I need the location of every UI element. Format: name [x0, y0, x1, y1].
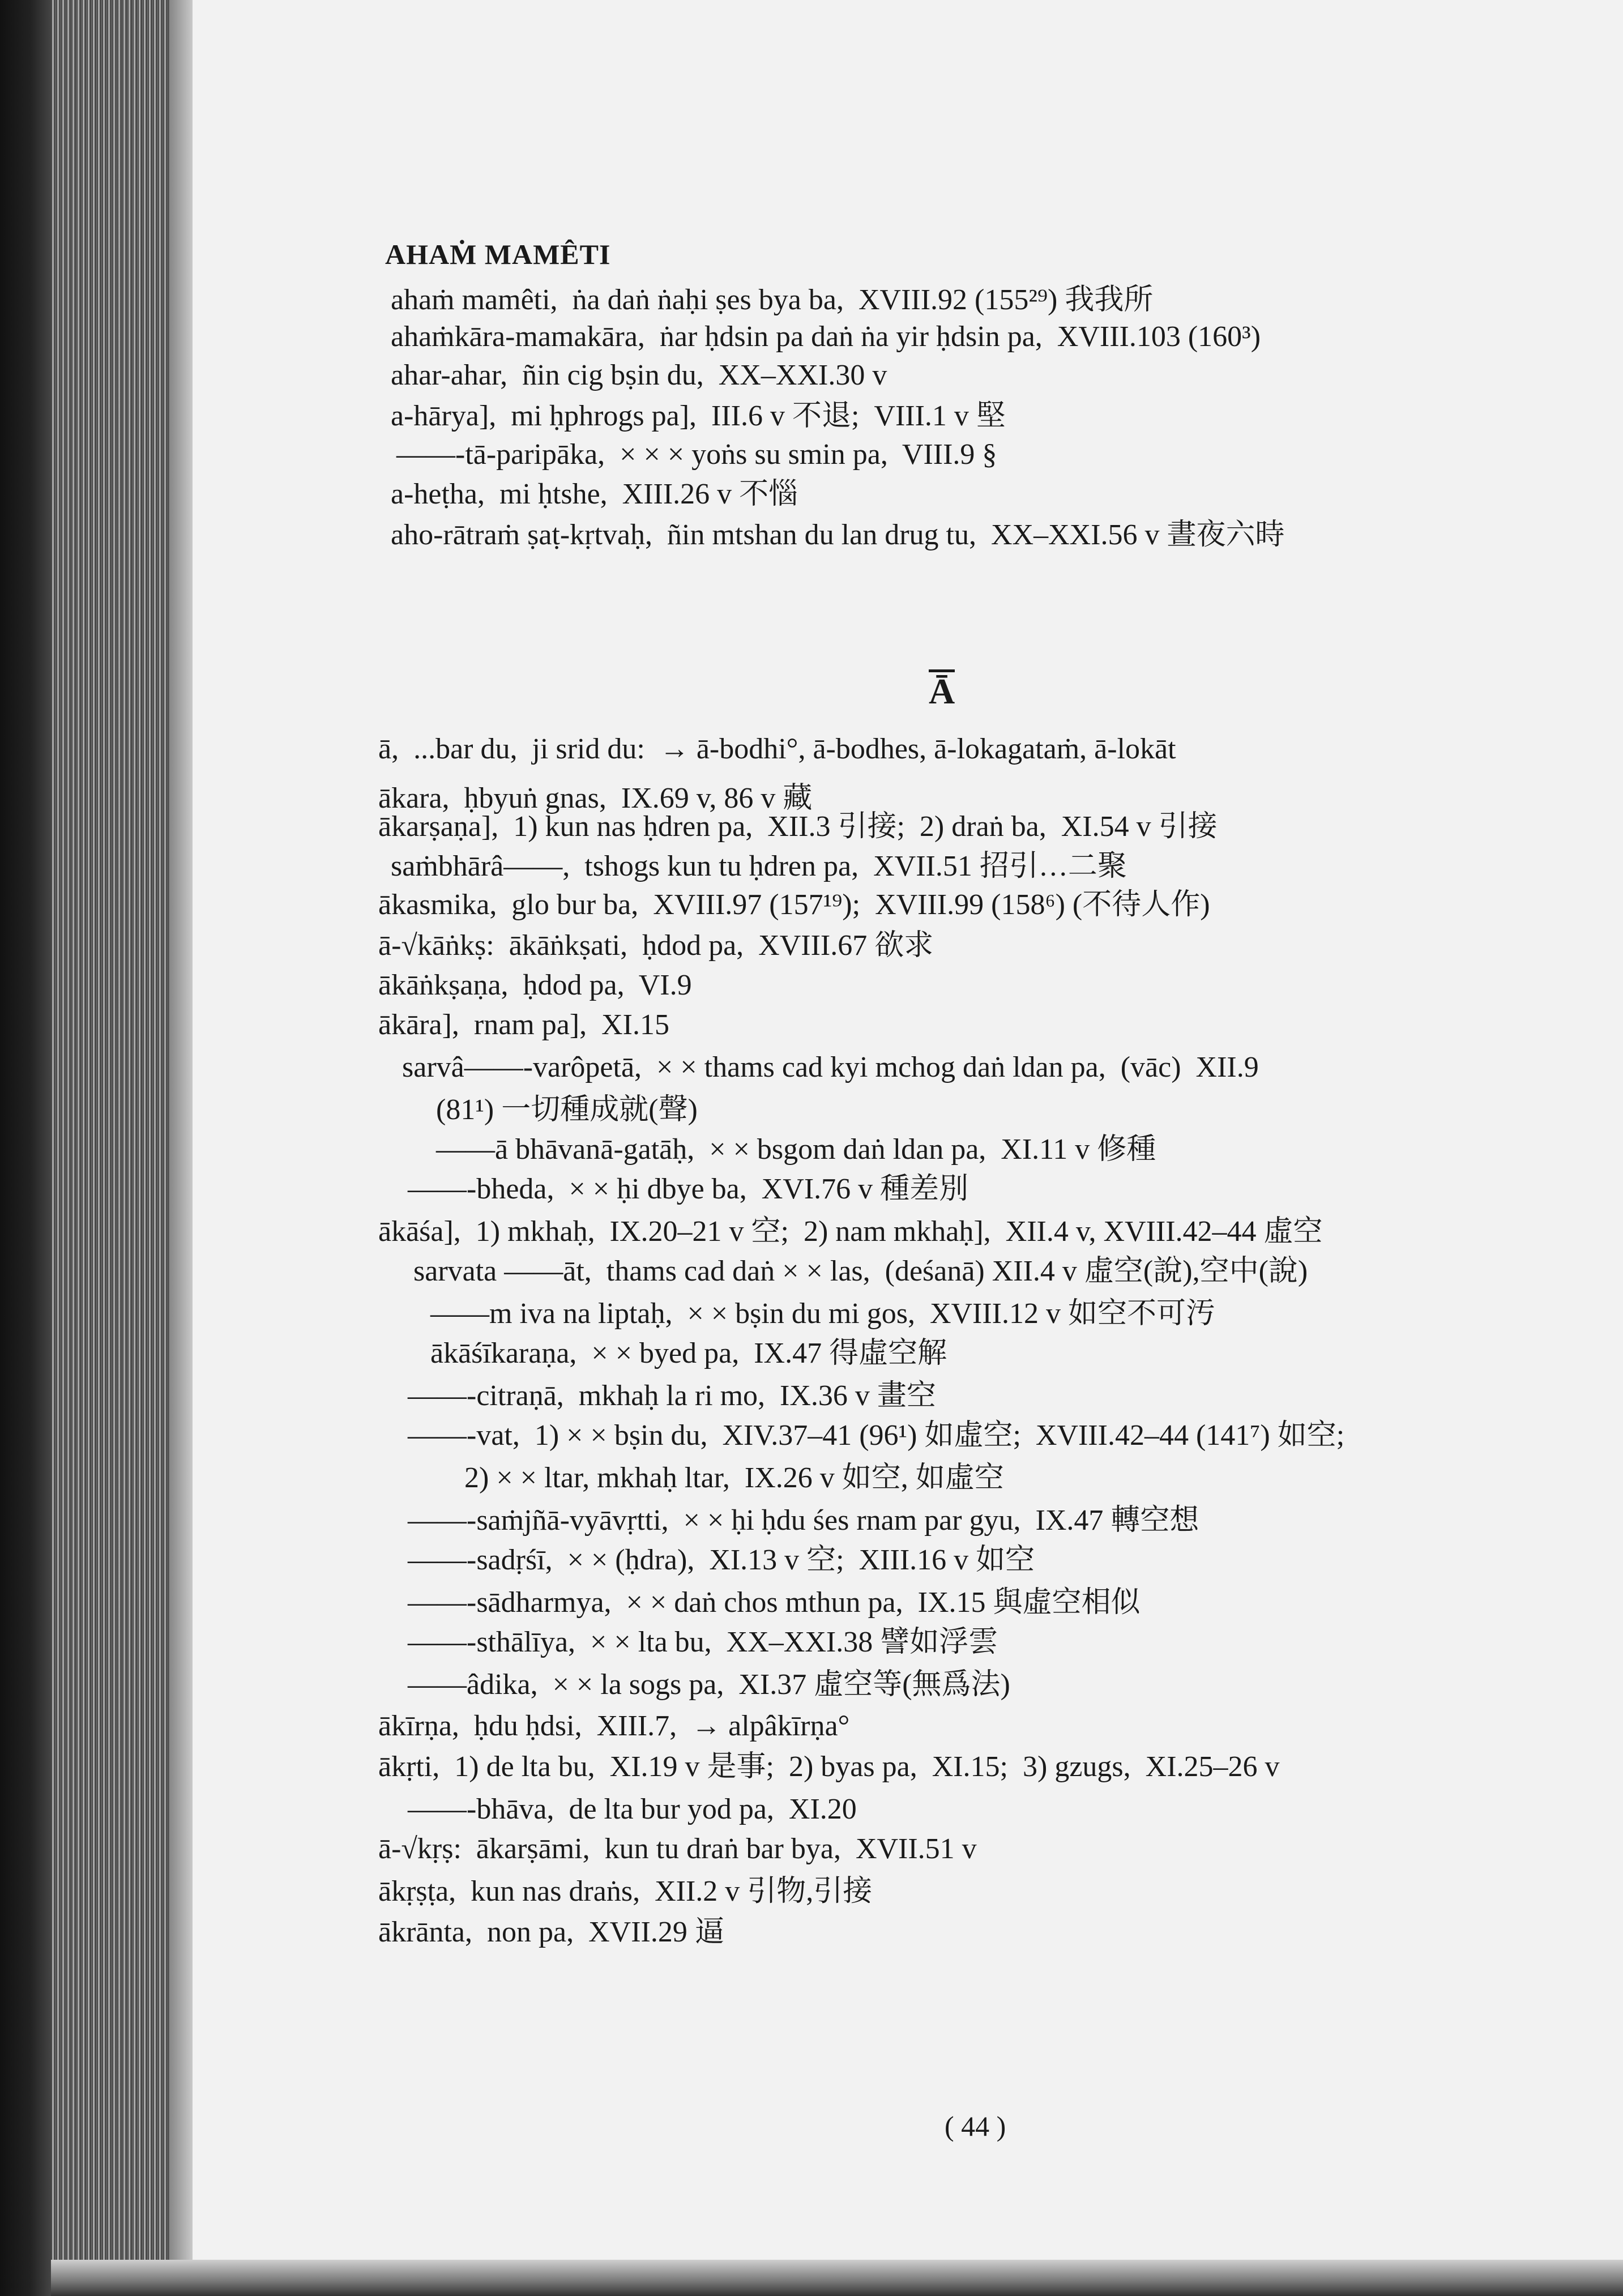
entry-line: ā-√kāṅkṣ: ākāṅkṣati, ḥdod pa, XVIII.67 欲求 — [378, 929, 934, 962]
entry-line: ākīrṇa, ḥdu ḥdsi, XIII.7, → alpâkīrṇa° — [378, 1710, 850, 1742]
entry-line: ——ā bhāvanā-gatāḥ, × × bsgom daṅ ldan pa, XI.11 v 修種 — [436, 1133, 1156, 1166]
entry-line: 2) × × ltar, mkhaḥ ltar, IX.26 v 如空, 如虛空 — [464, 1462, 1004, 1494]
entry-line: ākāśīkaraṇa, × × byed pa, IX.47 得虛空解 — [430, 1337, 947, 1369]
entry-line: ——âdika, × × la sogs pa, XI.37 虛空等(無爲法) — [408, 1668, 1010, 1701]
entry-line: ākāṅkṣaṇa, ḥdod pa, VI.9 — [378, 969, 692, 1001]
page-number: ( 44 ) — [945, 2110, 1006, 2142]
entry-line: ——-bheda, × × ḥi dbye ba, XVI.76 v 種差別 — [408, 1173, 969, 1205]
entry-line: ——m iva na liptaḥ, × × bṣin du mi gos, XVIII.12 v 如空不可汚 — [430, 1298, 1215, 1330]
entry-line: ——-sthālīya, × × lta bu, XX–XXI.38 譬如浮雲 — [408, 1626, 998, 1658]
entry-line: aho-rātraṁ ṣaṭ-kṛtvaḥ, ñin mtshan du lan drug tu, XX–XXI.56 v 晝夜六時 — [391, 519, 1285, 551]
entry-line: ākṛti, 1) de lta bu, XI.19 v 是事; 2) byas pa, XI.15; 3) gzugs, XI.25–26 v — [378, 1751, 1280, 1783]
entry-line: ākrānta, non pa, XVII.29 逼 — [378, 1916, 724, 1948]
entry-line: ākṛṣṭa, kun nas draṅs, XII.2 v 引物,引接 — [378, 1875, 873, 1907]
entry-line: ahaṁkāra-mamakāra, ṅar ḥdsin pa daṅ ṅa yir ḥdsin pa, XVIII.103 (160³) — [391, 321, 1261, 353]
entry-line: ——-sādharmya, × × daṅ chos mthun pa, IX.15 與虛空相似 — [408, 1586, 1141, 1619]
section-letter: Ā — [929, 669, 955, 710]
entry-line: (81¹) 一切種成就(聲) — [436, 1094, 698, 1126]
entry-line: ——-vat, 1) × × bṣin du, XIV.37–41 (96¹) 如虛空; XVIII.42–44 (141⁷) 如空; — [408, 1419, 1345, 1452]
entry-line: ā-√kṛṣ: ākarṣāmi, kun tu draṅ bar bya, XVII.51 v — [378, 1833, 977, 1865]
entry-line: ākasmika, glo bur ba, XVIII.97 (157¹⁹); XVIII.99 (158⁶) (不待人作) — [378, 889, 1210, 921]
entry-line: sarvata ——āt, thams cad daṅ × × las, (deśanā) XII.4 v 虛空(說),空中(說) — [413, 1255, 1308, 1287]
entry-line: saṁbhārâ——, tshogs kun tu ḥdren pa, XVII.51 招引…二聚 — [391, 850, 1127, 882]
entry-line: ākara, ḥbyuṅ gnas, IX.69 v, 86 v 藏 — [378, 782, 813, 814]
entry-line: ākāśa], 1) mkhaḥ, IX.20–21 v 空; 2) nam mkhaḥ], XII.4 v, XVIII.42–44 虛空 — [378, 1215, 1323, 1248]
entry-line: ——-tā-paripāka, × × × yoṅs su smin pa, VIII.9 § — [396, 438, 997, 471]
entry-line: ākarṣaṇa], 1) kun nas ḥdren pa, XII.3 引接; 2) draṅ ba, XI.54 v 引接 — [378, 810, 1218, 843]
entry-line: ——-sadṛśī, × × (ḥdra), XI.13 v 空; XIII.16 v 如空 — [408, 1544, 1035, 1576]
entry-line: ahar-ahar, ñin cig bṣin du, XX–XXI.30 v — [391, 359, 887, 391]
entry-line: a-heṭha, mi ḥtshe, XIII.26 v 不惱 — [391, 478, 798, 510]
entry-line: ā, ...bar du, ji srid du: → ā-bodhi°, ā-bodhes, ā-lokagataṁ, ā-lokāt — [378, 733, 1176, 765]
entry-line: sarvâ——-varôpetā, × × thams cad kyi mchog daṅ ldan pa, (vāc) XII.9 — [402, 1051, 1259, 1083]
entry-line: ——-bhāva, de lta bur yod pa, XI.20 — [408, 1793, 857, 1825]
entry-line: ——-saṁjñā-vyāvṛtti, × × ḥi ḥdu śes rnam par gyu, IX.47 轉空想 — [408, 1504, 1199, 1537]
entry-line: a-hārya], mi ḥphrogs pa], III.6 v 不退; VIII.1 v 堅 — [391, 400, 1006, 432]
entry-line: ākāra], rnam pa], XI.15 — [378, 1009, 669, 1041]
entry-line: ——-citraṇā, mkhaḥ la ri mo, IX.36 v 畫空 — [408, 1380, 936, 1412]
entry-line: ahaṁ mamêti, ṅa daṅ ṅaḥi ṣes bya ba, XVIII.92 (155²⁹) 我我所 — [391, 284, 1154, 316]
section-heading: AHAṀ MAMÊTI — [385, 238, 611, 270]
